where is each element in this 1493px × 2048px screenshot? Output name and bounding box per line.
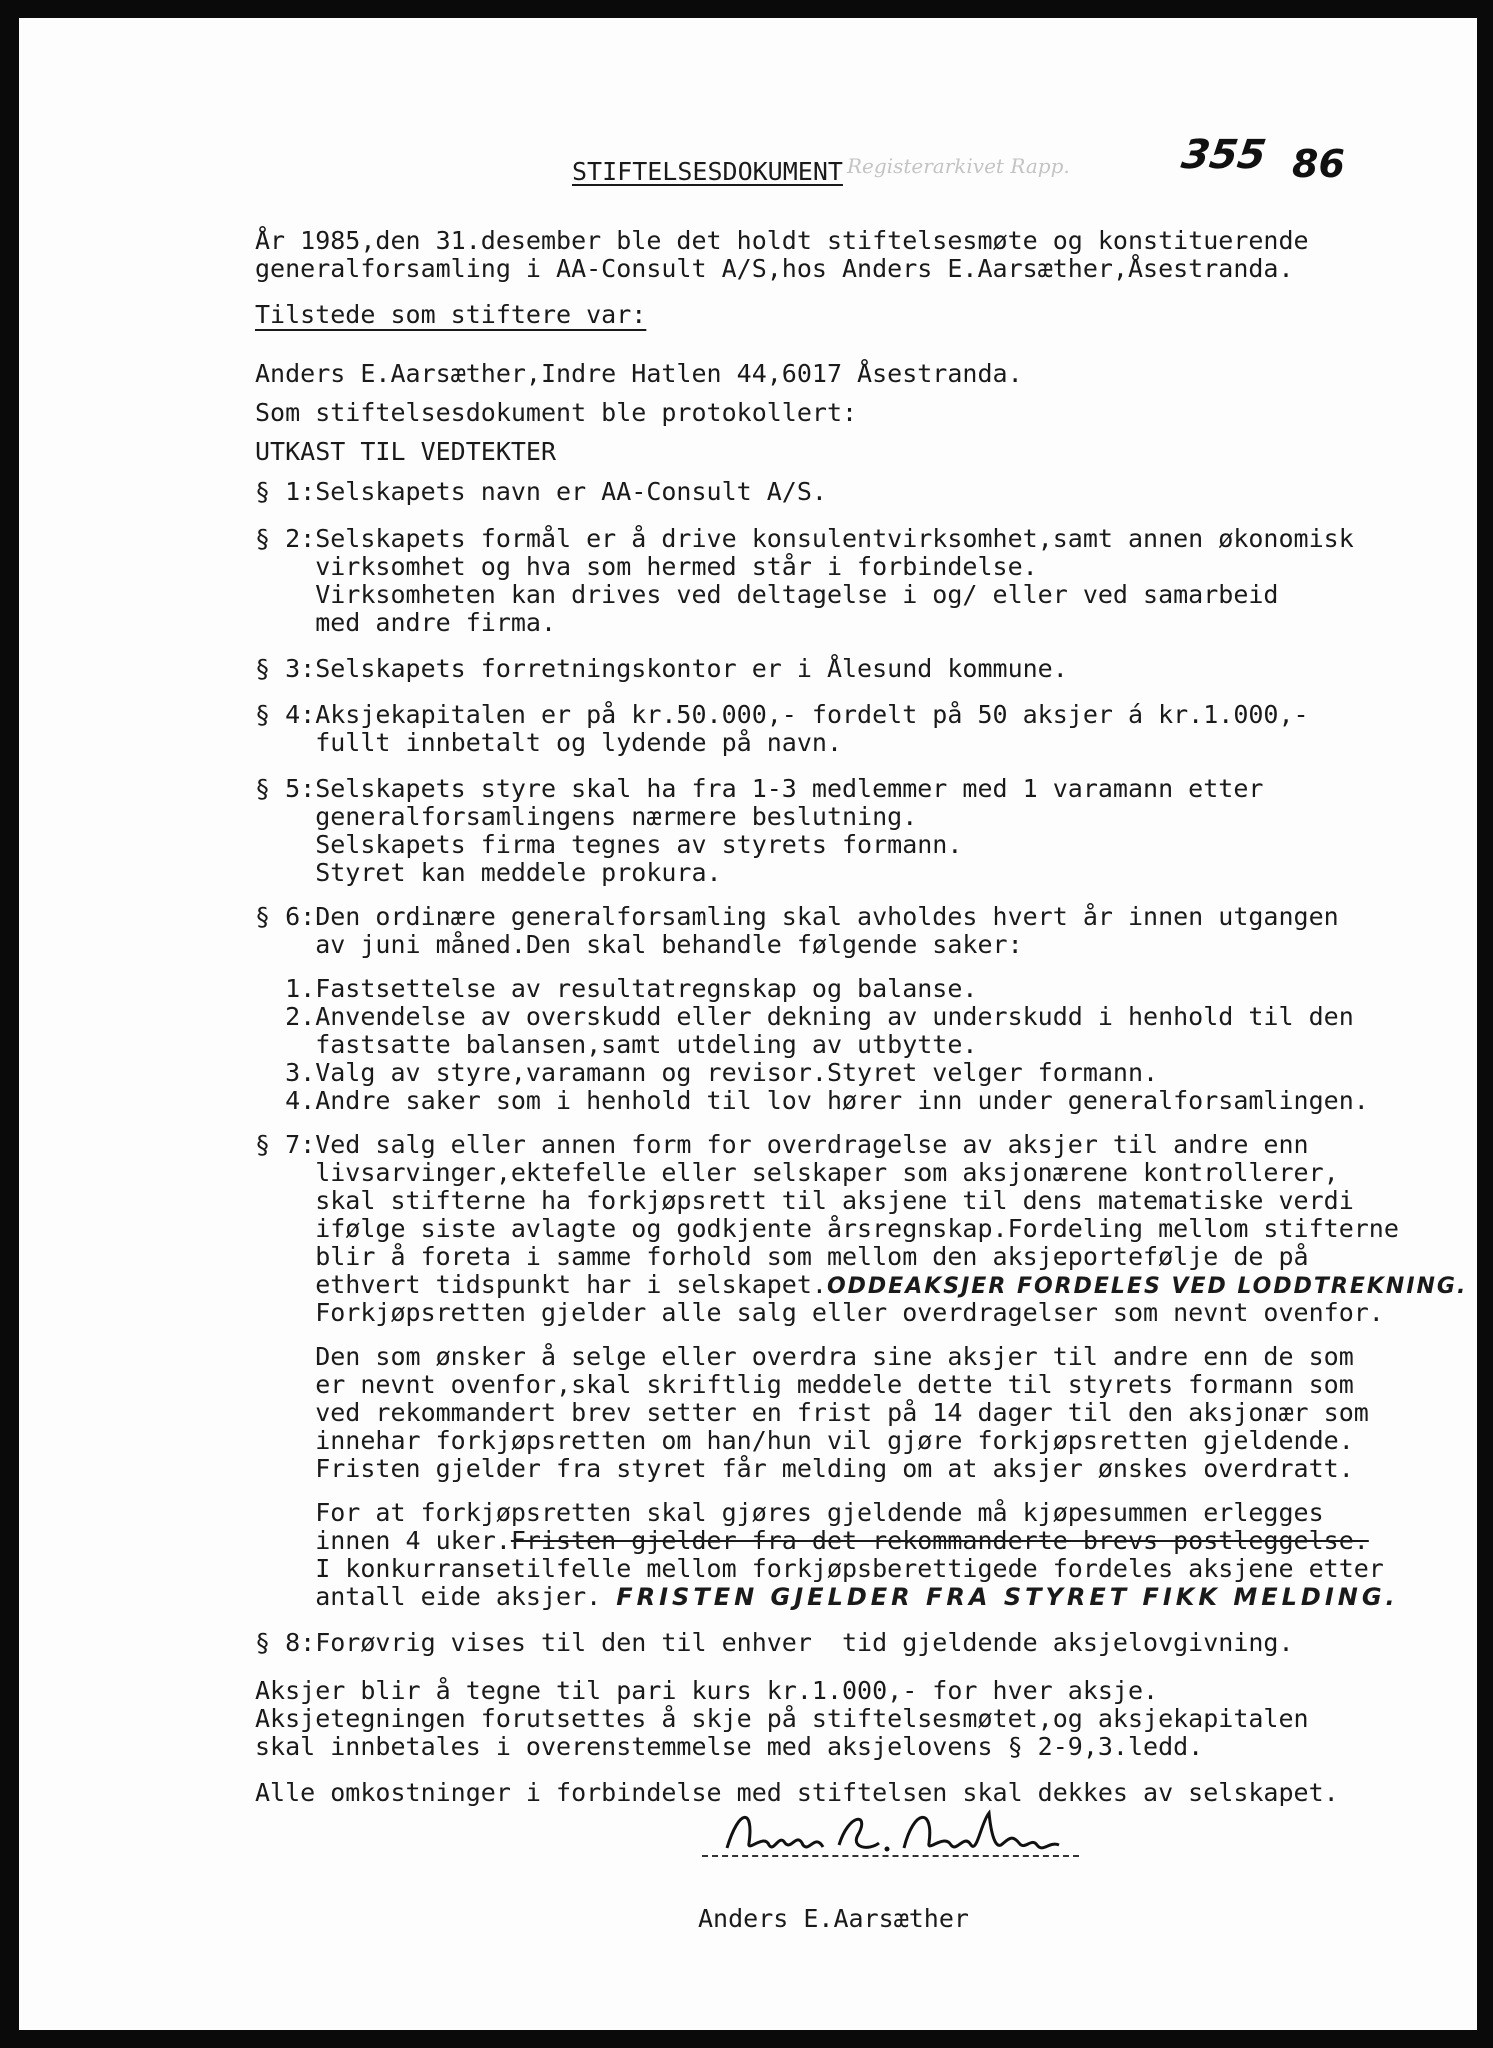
section-7-paragraph-line: For at forkjøpsretten skal gjøres gjeldende må kjøpesummen erlegges bbox=[255, 1498, 1324, 1527]
document-title: STIFTELSESDOKUMENT bbox=[572, 157, 843, 186]
costs-line: Alle omkostninger i forbindelse med stiftelsen skal dekkes av selskapet. bbox=[255, 1778, 1339, 1807]
section-7-paragraph-line: Fristen gjelder fra styret får melding om at aksjer ønskes overdratt. bbox=[255, 1454, 1354, 1483]
closing-line: Aksjetegningen forutsettes å skje på stiftelsesmøtet,og aksjekapitalen bbox=[255, 1704, 1309, 1733]
section-6-list-item: 1.Fastsettelse av resultatregnskap og balanse. bbox=[255, 974, 978, 1003]
signature-line bbox=[702, 1855, 1079, 1857]
bylaws-heading: UTKAST TIL VEDTEKTER bbox=[255, 437, 557, 466]
section-7-shares-text: antall eide aksjer. bbox=[255, 1582, 602, 1611]
section-5-line: generalforsamlingens nærmere beslutning. bbox=[255, 802, 918, 831]
section-7-line bbox=[255, 1271, 1467, 1301]
struck-through-text: Fristen gjelder fra det rekommanderte brevs postleggelse. bbox=[510, 1526, 1369, 1555]
section-7-line: blir å foreta i samme forhold som mellom den aksjeportefølje de på bbox=[255, 1242, 1309, 1271]
handwritten-annotation-deadline: FRISTEN GJELDER FRA STYRET FIKK MELDING. bbox=[616, 1583, 1399, 1611]
present-heading: Tilstede som stiftere var: bbox=[255, 300, 647, 329]
section-5-line: Selskapets firma tegnes av styrets formann. bbox=[255, 830, 963, 859]
section-7-line: Forkjøpsretten gjelder alle salg eller overdragelser som nevnt ovenfor. bbox=[255, 1298, 1384, 1327]
handwritten-signature bbox=[719, 1803, 1089, 1863]
section-6-list-item: 3.Valg av styre,varamann og revisor.Styret velger formann. bbox=[255, 1058, 1159, 1087]
section-4-line: fullt innbetalt og lydende på navn. bbox=[255, 728, 842, 757]
archive-stamp: Registerarkivet Rapp. bbox=[847, 154, 1070, 178]
closing-line: Aksjer blir å tegne til pari kurs kr.1.000,- for hver aksje. bbox=[255, 1676, 1159, 1705]
section-6-line: av juni måned.Den skal behandle følgende saker: bbox=[255, 930, 1023, 959]
handwritten-annotation-odd-shares: ODDEAKSJER FORDELES VED LODDTREKNING. bbox=[826, 1274, 1468, 1299]
section-6-line: § 6:Den ordinære generalforsamling skal avholdes hvert år innen utgangen bbox=[255, 902, 1339, 931]
section-7-paragraph-line bbox=[255, 1527, 1369, 1555]
section-8: § 8:Forøvrig vises til den til enhver tid gjeldende aksjelovgivning. bbox=[255, 1628, 1294, 1657]
section-7-paragraph-line: innehar forkjøpsretten om han/hun vil gjøre forkjøpsretten gjeldende. bbox=[255, 1426, 1354, 1455]
section-4-line: § 4:Aksjekapitalen er på kr.50.000,- fordelt på 50 aksjer á kr.1.000,- bbox=[255, 700, 1309, 729]
section-7-line: ifølge siste avlagte og godkjente årsregnskap.Fordeling mellom stifterne bbox=[255, 1214, 1399, 1243]
section-2-line: virksomhet og hva som hermed står i forbindelse. bbox=[255, 552, 1038, 581]
section-2-line: § 2:Selskapets formål er å drive konsulentvirksomhet,samt annen økonomisk bbox=[255, 524, 1354, 553]
intro-line: generalforsamling i AA-Consult A/S,hos Anders E.Aarsæther,Åsestranda. bbox=[255, 254, 1294, 283]
section-7-paragraph-line: I konkurransetilfelle mellom forkjøpsberettigede fordeles aksjene etter bbox=[255, 1554, 1384, 1583]
section-3: § 3:Selskapets forretningskontor er i Ålesund kommune. bbox=[255, 654, 1068, 683]
section-2-line: med andre firma. bbox=[255, 608, 557, 637]
signer-name: Anders E.Aarsæther bbox=[698, 1904, 969, 1933]
handwritten-ref-year: 86 bbox=[1292, 142, 1345, 186]
section-6-list-item: 4.Andre saker som i henhold til lov hører inn under generalforsamlingen. bbox=[255, 1086, 1369, 1115]
section-7-typed: ethvert tidspunkt har i selskapet. bbox=[255, 1270, 827, 1299]
intro-line: År 1985,den 31.desember ble det holdt stiftelsesmøte og konstituerende bbox=[255, 226, 1309, 255]
section-6-list-item: 2.Anvendelse av overskudd eller dekning av underskudd i henhold til den bbox=[255, 1002, 1354, 1031]
section-5-line: Styret kan meddele prokura. bbox=[255, 858, 722, 887]
section-7-paragraph-line: ved rekommandert brev setter en frist på 14 dager til den aksjonær som bbox=[255, 1398, 1369, 1427]
section-1: § 1:Selskapets navn er AA-Consult A/S. bbox=[255, 477, 827, 506]
section-7-paragraph-line: er nevnt ovenfor,skal skriftlig meddele dette til styrets formann som bbox=[255, 1370, 1354, 1399]
handwritten-ref-number: 355 bbox=[1178, 132, 1269, 178]
founder-line: Anders E.Aarsæther,Indre Hatlen 44,6017 Åsestranda. bbox=[255, 359, 1023, 388]
section-2-line: Virksomheten kan drives ved deltagelse i og/ eller ved samarbeid bbox=[255, 580, 1279, 609]
section-7-line: skal stifterne ha forkjøpsrett til aksjene til dens matematiske verdi bbox=[255, 1186, 1354, 1215]
protocol-line: Som stiftelsesdokument ble protokollert: bbox=[255, 398, 858, 427]
section-7-line: § 7:Ved salg eller annen form for overdragelse av aksjer til andre enn bbox=[255, 1130, 1309, 1159]
document-page bbox=[19, 18, 1477, 2030]
section-6-list-item: fastsatte balansen,samt utdeling av utbytte. bbox=[255, 1030, 978, 1059]
section-7-paragraph-line: Den som ønsker å selge eller overdra sine aksjer til andre enn de som bbox=[255, 1342, 1354, 1371]
closing-line: skal innbetales i overenstemmelse med aksjelovens § 2-9,3.ledd. bbox=[255, 1732, 1204, 1761]
section-7-deadline-text: innen 4 uker. bbox=[255, 1526, 511, 1555]
section-5-line: § 5:Selskapets styre skal ha fra 1-3 medlemmer med 1 varamann etter bbox=[255, 774, 1264, 803]
section-7-line: livsarvinger,ektefelle eller selskaper som aksjonærene kontrollerer, bbox=[255, 1158, 1339, 1187]
section-7-paragraph-line bbox=[255, 1583, 1399, 1611]
